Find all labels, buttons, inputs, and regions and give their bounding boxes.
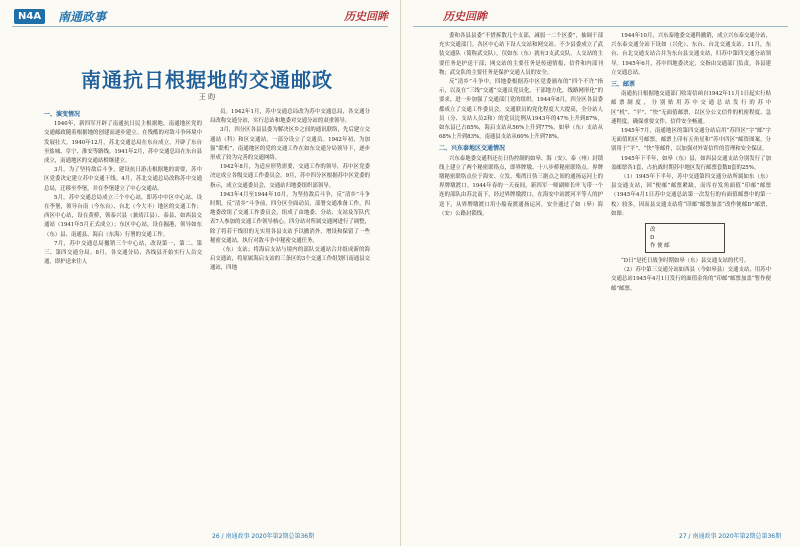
paragraph: 兴东泰地委交通科还在日伪控制的如皋、海（安）、泰（州）封锁线上建立了两个秘密联络点，即界牌墩、十八步桥秘密联络点。界牌墩秘密联络点位于海安、立发、柴湾日伪三据点之间的通扬运河上的界牌墩渡口。1944年春的一天夜间，新四军一师副师长叶飞带一个连的部队由苏北南下，经过界牌墩渡口，在海安中站渡河平等人的护送下，从界牌墩渡口用小船夜渡通扬运河，安全通过了如（皋）海（安）公路封锁线。 — [439, 155, 603, 217]
stamp-line: 改 — [650, 227, 656, 234]
section-tag: 历史回眸 — [344, 10, 388, 23]
paragraph: 1942年8月，为适应形势需要，交通工作的领导，苏中区党委决定成立各级交通工作委员会。9月，苏中四分区根据苏中区党委的指示，成立交通委员会，交通站归地委组织部领导。 — [210, 164, 370, 189]
heading-evolution: 一、演变情况 — [44, 111, 81, 118]
stamp-overprint-figure — [645, 223, 725, 253]
paragraph: 7月，苏中交通总局撤销三个中心站，改设第一、第二、第三、第四交通分局。8月，各交通分局、各线县开始实行人员交通，即护送来往人 — [44, 240, 202, 266]
paragraph: 1943年4月至1944年10月，为坚持敌后斗争，反“清乡”斗争时期，反“清乡”斗争前，四分区全面动员，部署交通准备工作，四地委改组了交通工作委员会，组成了由地委、分站、支站及军队代表7人参加的交通工作领导核心。四分站对所属交通网进行了调整，除了将若干线旧的无实用各县支站予以撤消外，增设和保留了一些秘密交通站，执行对敌斗争中秘密交通任务。 — [210, 191, 370, 244]
page-footer: 26 / 南通政事 2020年第2期总第36期 — [212, 533, 315, 540]
paragraph: （1）1945年下半年，苏中交通第四交通分站所属如东（东）县交通支站，因“便邮”邮票紧缺，而库存发角面值“印邮”邮票（1945年4月1日苏中交通总站第一次发行的有面值邮票中的第一枚）较多，因而县交通支站将“印邮”邮票加盖“改作便邮D”邮票，如图： — [611, 174, 771, 217]
column-1 — [44, 108, 202, 267]
paragraph: 反“清乡”斗争中，四地委根据苏中区党委颁布的“四个不许”指示，以及在“三线”交通“交通员党员化，干部地方化，线路网形化”的要求，进一步加强了交通部门党的组织。1944年8月，四分区各县委都成立了交通工作委员会，交通联员的党化程度大大提高，全分站人员（分、支站人员2和）的党员比例从1943年的47%上升到87%，如东县已占85%，海启支站从56%上升到77%。如皋（东）支站从68%上升到83%，南通县支站从60%上升到78%。 — [439, 79, 603, 141]
paragraph: 1945年下半年，如皋（东）县，如西县交通支站分别发行了加盖邮票各1套，占抗战时期苏中地区发行邮票套数8套的25%。 — [611, 155, 771, 171]
paragraph: 员。1942年1月，苏中交通总局改为苏中交通总局，各交通分局改称交通分站，实行总站和地委对交通分站的双重领导。 — [210, 109, 370, 125]
stamp-line: 作 便 邮 — [650, 243, 670, 250]
paragraph: 3月，为了坚持敌后斗争，建设抗日游击根据地的需要，苏中区党委决定建立苏中交通干线。4月，苏北交通总局改称苏中交通总局，迁移至李堡，并在李堡建立了中心交通站。 — [44, 167, 202, 192]
paragraph: 南通抗日根据地交通部门收寄信函自1942年11月1日起实行贴邮票制度，分别贴用苏中交通总站发行的苏中区“机”、“平”、“快”无面值邮票，以区分公文信件的机密程度、急速程度，确保重要文件、信件安全畅通。 — [611, 91, 771, 125]
right-page — [400, 0, 800, 546]
section-tag: 历史回眸 — [443, 10, 487, 23]
header-rule — [12, 26, 388, 27]
paragraph: 1944年10月，兴东泰地委交通科撤销，成立兴东泰交通分站，兴东泰交通分站下设如（兴化）、东台、台北交通支站。11月，东台、台北交通支站合并为东台县交通支站，归苏中第四交通分站领导。1945年6月，苏中四地委决定，交指由交通部门负责，各县建立交通总站。 — [611, 33, 771, 76]
paragraph: 3月，四分区各县县委为解决区乡之间的通讯联络，先后建立交通站（科）和区交通站，一部分设立了交通员。1942年初，为加强“联机”，南通地区的党的交通工作在如东交通分局领导下，逐步形成了较为完善的交通网络。 — [210, 127, 370, 162]
column-4 — [611, 32, 771, 294]
article-title: 南通抗日根据地的交通邮政 — [81, 68, 333, 92]
paragraph: （2）苏中第三交通分站如西县（今如皋县）交通支站，用苏中交通总站1945年4月1日发行的面值金角的“印邮”邮票加盖“暂作便邮”邮票。 — [611, 267, 771, 292]
publication-logo: N4A — [14, 9, 45, 24]
article-author: 王 昀 — [198, 93, 216, 101]
column-3 — [439, 32, 603, 219]
column-2 — [210, 108, 370, 274]
heading-stamps: 三、邮票 — [611, 81, 636, 89]
paragraph: 5月，苏中交通总局成立三个中心站，即苏中中区中心站、设在李堡，领导台南（今东台）、台北（今大丰）地区的交通工作；西区中心站，设在黄桥，领泰兴县（兼靖江县）、泰县、如西县交通站（1941年5月正式成立）；东区中心站，设在掘港，领导如东（东）县、南通县、海启（东海）行署的交通工作。 — [44, 194, 202, 238]
stamp-line: D — [650, 235, 655, 242]
paragraph: 委和各县县委“不惜拆散几个支部，减弱一二个区委”，抽调干部充实交通部门。各区中心站下设人交站和网交站。不少县委成立了武装交通队（简称武交队），仅如东（东）就有3支武交队。人交站的主要任务是护送干部；网交站的主要任务是传递情报、信件和内部刊物；武交队的主要任务是保护交通人员的安全。 — [439, 33, 603, 76]
publication-brand: 南通政事 — [58, 10, 107, 24]
paragraph: “D日”是托日战争时期如皋（东）县交通支站的代号。 — [621, 258, 750, 265]
heading-xingdongtai: 二、兴东泰地区交通情况 — [439, 145, 506, 153]
page-footer: 27 / 南通政事 2020年第2期总第36期 — [679, 533, 782, 540]
paragraph: （东）支站；将海启支站与境内的部队交通站合并组成新的海启交通站，将原属海启支站的三条区的3个交通工作组划归南通县交通站，四地 — [210, 247, 370, 272]
paragraph: 1940年，新四军开辟了南通抗日民主根据地，南通地区党的交通邮政随着根据地的创建而逐步建立。在残酷的对敌斗争环境中发展壮大。1940年12月，苏北交通总局在东台成立，开辟了东台至盐城、阜宁、淮安等路线。1941年2月，苏中交通总局在东台县成立，南通地区的交通站相继建立。 — [44, 121, 202, 165]
paragraph: 1945年7月，南通地区的第四交通分站启用“苏四区”字“邮”字无面值的区号邮票，邮票上印有五角星和“苏中四区”邮资图案，分别用于“平”、“快”等邮件，以加强对外寄信件的管理和安全保证。 — [611, 128, 771, 153]
header-rule — [413, 26, 788, 27]
